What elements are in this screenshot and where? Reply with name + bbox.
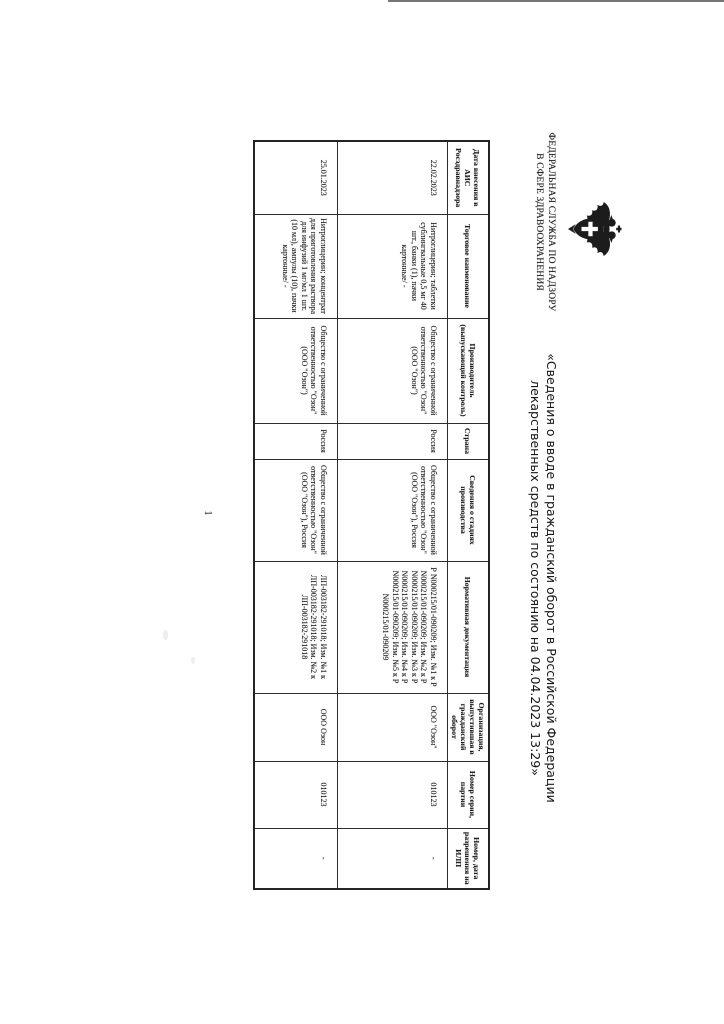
agency-name-line2: В СФЕРЕ ЗДРАВООХРАНЕНИЯ	[534, 153, 544, 291]
table-cell-manufacturer: Общество с ограниченной ответственностью "Озон" (ООО "Озон")	[255, 318, 338, 423]
document-title-line1: «Сведения о вводе в гражданский оборот в Российской Федерации	[544, 353, 559, 803]
coat-of-arms-icon	[568, 200, 622, 258]
column-header-permit-number: Номер, дата разрешения на ИЛП	[448, 828, 490, 889]
table-cell-manufacturer: Общество с ограниченной ответственностью "Озон" (ООО "Озон")	[338, 318, 448, 423]
drug-circulation-table	[254, 140, 491, 890]
table-row	[338, 141, 448, 889]
column-header-releasing-org: Организация, выпустившая в гражданский оборот	[448, 693, 490, 761]
table-header-row	[448, 141, 490, 889]
table-row	[255, 141, 338, 889]
column-header-date: Дата внесения в АИС Росздравнадзора	[448, 141, 490, 214]
scan-smudge	[163, 630, 168, 640]
table-cell-trade-name: Нитроглицерин; таблетки сублингвальные 0,5 мг 40 шт., банки (1), пачки картонные/ -	[338, 214, 448, 318]
column-header-country: Страна	[448, 423, 490, 459]
column-header-regulatory-docs: Нормативная документация	[448, 561, 490, 693]
table-cell-batch-number: 010123	[255, 761, 338, 828]
column-header-manufacturer: Производитель (выпускающий контроль)	[448, 318, 490, 423]
document-title-line2: лекарственных средств по состоянию на 04.04.2023 13:29»	[528, 380, 544, 776]
table-cell-permit-number: -	[338, 828, 448, 889]
table-cell-date: 25.01.2023	[255, 141, 338, 214]
document-title	[528, 348, 559, 808]
table-cell-regulatory-docs: ЛП-003182-291018; Изм. №1 к ЛП-003182-291018; Изм. №2 к ЛП-003182-291018	[255, 561, 338, 693]
table-cell-batch-number: 010123	[338, 761, 448, 828]
page-number: 1	[202, 510, 213, 516]
table-cell-regulatory-docs: Р N000215/01-090209; Изм. №1 к Р N000215/01-090209; Изм. №2 к Р N000215/01-090209; Изм. №3 к Р N000215/01-090209; Изм. №4 к Р N000215/01-090209; Изм. №5 к Р N000215/01-090209	[338, 561, 448, 693]
table-cell-country: Россия	[255, 423, 338, 459]
table-cell-production-stages: Общество с ограниченной ответственностью "Озон" (ООО "Озон"), Россия	[338, 459, 448, 561]
scan-smudge	[191, 657, 195, 664]
table-cell-country: Россия	[338, 423, 448, 459]
table-cell-permit-number: -	[255, 828, 338, 889]
table-cell-date: 22.02.2023	[338, 141, 448, 214]
table-cell-releasing-org: ООО "Озон"	[338, 693, 448, 761]
table-cell-releasing-org: ООО Озон	[255, 693, 338, 761]
column-header-trade-name: Торговое наименование	[448, 214, 490, 318]
table-cell-trade-name: Нитроглицерин; концентрат для приготовления раствора для инфузий 1 мг/мл 1 шт. (10 мл), ампулы (10), пачки картонные/ -	[255, 214, 338, 318]
column-header-batch-number: Номер серии, партии	[448, 761, 490, 828]
agency-name-line1: ФЕДЕРАЛЬНАЯ СЛУЖБА ПО НАДЗОРУ	[546, 132, 556, 312]
table-cell-production-stages: Общество с ограниченной ответственностью "Озон" (ООО "Озон"), Россия	[255, 459, 338, 561]
agency-name	[533, 112, 557, 332]
column-header-production-stages: Сведения о стадиях производства	[448, 459, 490, 561]
